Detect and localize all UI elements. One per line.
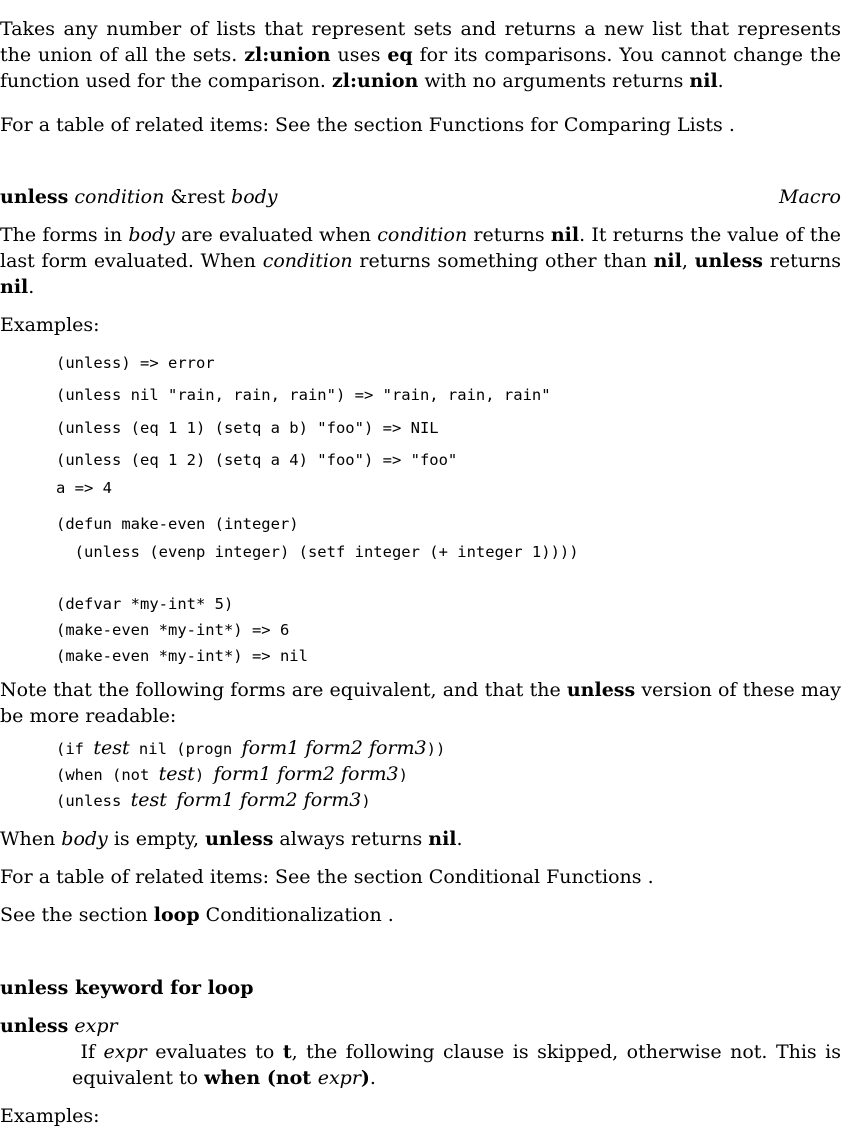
text: with no arguments returns <box>418 70 690 92</box>
code-line: (unless (eq 1 2) (setq a 4) "foo") => "foo" <box>56 451 458 469</box>
text: Takes any number of lists that represent sets and returns a new list that represents the union of all the sets. <box>0 18 841 66</box>
argument: condition <box>74 186 165 208</box>
text: returns <box>762 250 841 272</box>
definition-kind: Macro <box>779 186 841 208</box>
argument: form1 form2 form3 <box>213 763 399 785</box>
text: , <box>681 250 695 272</box>
empty-body-note <box>0 826 841 852</box>
code-line: (unless (evenp integer) (setf integer (+ integer 1)))) <box>56 543 579 561</box>
code-term: zl:union <box>244 44 331 66</box>
text: The forms in <box>0 224 129 246</box>
equivalence-note <box>0 677 841 729</box>
text: is empty, <box>107 828 206 850</box>
code-line: (make-even *my-int*) => nil <box>56 647 308 665</box>
argument: form1 form2 form3 <box>176 789 362 811</box>
code-term: eq <box>387 44 413 66</box>
argument: body <box>128 224 175 246</box>
heading-text: unless keyword for loop <box>0 977 254 999</box>
argument: body <box>61 828 108 850</box>
text: always returns <box>273 828 429 850</box>
argument: expr <box>103 1041 147 1063</box>
code-text: nil (progn <box>129 740 242 758</box>
code-line: (defvar *my-int* 5) <box>56 595 234 613</box>
text: returns <box>467 224 551 246</box>
union-description <box>0 16 841 94</box>
argument: test <box>158 763 195 785</box>
code-text: (if <box>56 740 94 758</box>
code-term: nil <box>653 250 682 272</box>
function-name: unless <box>0 186 69 208</box>
text: If <box>80 1041 104 1063</box>
argument: condition <box>377 224 468 246</box>
code-line: (make-even *my-int*) => 6 <box>56 621 290 639</box>
argument: test <box>130 789 167 811</box>
code-term: unless <box>566 679 636 701</box>
text: evaluates to <box>146 1041 283 1063</box>
code-term: loop <box>153 904 200 926</box>
code-term: nil <box>0 276 29 298</box>
argument: expr <box>74 1015 118 1037</box>
argument: test <box>93 737 130 759</box>
code-text: (unless <box>56 792 131 810</box>
examples-label: Examples: <box>0 1105 100 1127</box>
argument: form1 form2 form3 <box>241 737 427 759</box>
union-related-link[interactable]: For a table of related items: See the section Functions for Comparing Lists . <box>0 114 735 136</box>
examples-label: Examples: <box>0 314 100 336</box>
unless-macro-description <box>0 222 841 300</box>
text: for its comparisons. You cannot change the function used for the comparison. <box>0 44 841 92</box>
text: See the section <box>0 904 154 926</box>
code-text: ) <box>194 766 214 784</box>
code-term: ) <box>360 1067 370 1089</box>
code-term: unless <box>205 828 274 850</box>
section-heading <box>0 975 841 1001</box>
code-text: (when (not <box>56 766 159 784</box>
code-text: ) <box>398 766 408 784</box>
code-term: nil <box>550 224 580 246</box>
text: . It returns the value of the last form evaluated. When <box>0 224 841 272</box>
conditional-related-link[interactable]: For a table of related items: See the section Conditional Functions . <box>0 866 654 888</box>
code-line: (defun make-even (integer) <box>56 515 299 533</box>
text: Note that the following forms are equivalent, and that the <box>0 679 567 701</box>
code-term: unless <box>694 250 763 272</box>
text: version of these may be more readable: <box>0 679 841 727</box>
text: returns something other than <box>352 250 654 272</box>
text: uses <box>330 44 388 66</box>
loop-description <box>72 1039 841 1091</box>
loop-conditionalization-link[interactable] <box>0 902 841 928</box>
code-term: nil <box>428 828 457 850</box>
code-line: (unless (eq 1 1) (setq a b) "foo") => NIL <box>56 419 439 437</box>
code-line <box>56 764 408 785</box>
code-term: nil <box>689 70 718 92</box>
text: . <box>456 828 463 850</box>
text: Conditionalization . <box>199 904 394 926</box>
text: . <box>28 276 35 298</box>
argument: body <box>231 186 278 208</box>
code-line <box>56 738 445 759</box>
code-text <box>167 792 176 810</box>
code-term: t <box>282 1041 292 1063</box>
keyword-name: unless <box>0 1015 69 1037</box>
text: , the following clause is skipped, otherwise not. This is equivalent to <box>72 1041 841 1089</box>
text: . <box>369 1067 376 1089</box>
code-text: )) <box>426 740 446 758</box>
lambda-keyword: &rest <box>164 186 232 208</box>
code-line: (unless) => error <box>56 354 215 372</box>
code-term: zl:union <box>332 70 419 92</box>
argument: expr <box>317 1067 361 1089</box>
code-line <box>56 790 371 811</box>
code-text: ) <box>361 792 371 810</box>
text: are evaluated when <box>174 224 378 246</box>
code-line: a => 4 <box>56 479 112 497</box>
text: . <box>717 70 724 92</box>
code-term: when (not <box>204 1067 318 1089</box>
unless-macro-signature <box>0 184 841 210</box>
argument: condition <box>262 250 353 272</box>
loop-signature <box>0 1013 841 1039</box>
text: When <box>0 828 62 850</box>
code-line: (unless nil "rain, rain, rain") => "rain, rain, rain" <box>56 386 551 404</box>
